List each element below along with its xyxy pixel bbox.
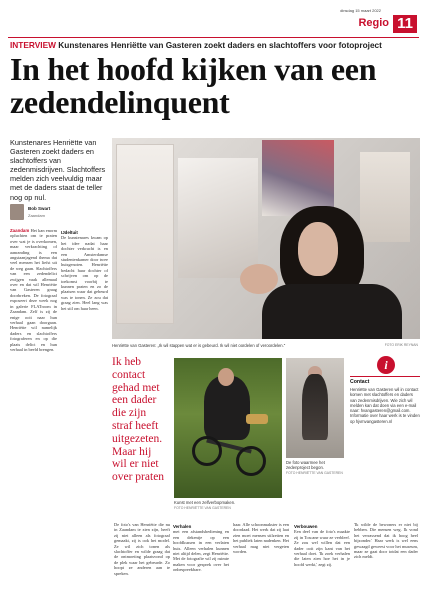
issue-date: dinsdag 15 maart 2022 — [340, 8, 381, 13]
author-name: Bob Swart — [28, 206, 51, 211]
body-paragraph: haar. Alle schoonmakster is een doordaad. Het werk dat zij laat zien moet mensen stilzetten en het publiek laten nadenken. Het verhaal mag niet vergeten worden. — [233, 522, 289, 555]
portrait-face — [298, 222, 338, 276]
dateline: Zaandam — [10, 228, 30, 233]
sidebar-text: Henriëtte van Gasteren wil in contact komen met slachtoffers en daders van zedenmisdrijven. Wie zich wil melden kan dat doen via een e-mail naar: hvangasteren@gmail.com. Informatie over haar werk is te vinden op hjvmvangasteren.nl — [350, 387, 420, 424]
headline: In het hoofd kijken van een zedendelinquent — [10, 51, 377, 120]
body-paragraph: 'Ik wilde de bewoners er niet bij hebben. Die mensen weg. Ik vond het verrassend dat ik hoog heel bijzonder.' Haar werk is wel eens gewaagd geweest voor het museum, maar ze gaat door totdat een dader zich meldt. — [354, 522, 418, 560]
byline — [10, 204, 106, 222]
artwork-panel — [178, 158, 258, 278]
intro-paragraph: Kunstenares Henriëtte van Gasteren zoekt daders en slachtoffers van zedenmisdrijven. Slachtoffers melden zich veelvuldig maar met de daders staat de teller nog op nul. — [10, 138, 106, 202]
photo-figure — [302, 374, 328, 440]
body-paragraph: De kunstenares kwam op het idee nadat haar dochter verkracht is en een Amsterdamse studentenkamer door twee huisgenoten. Henriëtte bedacht haar dochter of schrijven om op de toekomst voorbij te kunnen praten en zo de plaatsen waar dat gebeurd was te tonen. Ze zou dat graag zien. Heel lang was het stil om haar heen. — [61, 235, 108, 311]
body-column-3 — [114, 522, 170, 592]
sidebar-rule — [350, 376, 420, 377]
body-column-4 — [173, 522, 229, 592]
pull-quote: Ik heb contact gehad met een dader die zijn straf heeft uitgezeten. Maar hij wil er niet over praten — [112, 356, 165, 484]
body-column-1 — [10, 228, 57, 590]
info-icon: i — [377, 356, 395, 374]
body-column-6 — [294, 522, 350, 592]
header-rule — [8, 37, 419, 38]
main-photo — [112, 138, 420, 339]
artwork-panel — [116, 144, 174, 324]
portrait-hand — [240, 264, 278, 294]
bicycle-photo — [174, 358, 282, 498]
project-photo — [286, 358, 344, 458]
kicker — [10, 40, 382, 50]
artwork-panel — [262, 140, 334, 216]
bicycle-photo-caption — [174, 500, 282, 510]
main-photo-caption — [112, 343, 420, 348]
bicycle-wheel — [192, 436, 222, 466]
bicycle-wheel — [236, 446, 266, 476]
subhead-verbouwen: Verbouwen — [294, 524, 318, 529]
caption-text: Henriëtte van Gasteren: „Ik wil stappen wat er is gebeurd. Ik wil niet oordelen of veroordelen." — [112, 343, 286, 348]
body-column-2 — [61, 228, 108, 590]
author-location: Zaandam — [28, 213, 45, 218]
sidebar-title: Contact — [350, 379, 370, 385]
author-avatar — [10, 204, 24, 220]
photo-credit: FOTO HENRIËTTE VAN GASTEREN — [174, 506, 231, 510]
body-column-7 — [354, 522, 418, 592]
page-number: 11 — [393, 15, 417, 33]
kicker-text: Kunstenares Henriëtte van Gasteren zoekt daders en slachtoffers voor fotoproject — [58, 40, 382, 50]
body-paragraph: Een deel van de foto's maakte zij in Toscane waar ze verbleef. Ze zou wel willen dat een dader ooit zijn kant van het verhaal doet. 'Ik zoek verhalen die laten zien hoe het in je hoofd werkt,' zegt zij. — [294, 529, 350, 567]
body-column-5 — [233, 522, 289, 592]
photo-credit: FOTO ERIK REYNAN — [384, 343, 418, 347]
body-paragraph: met een afstandsbediening en een dekentje op een hoofdkussen in een verlaten huis. Alleen verhalen kunnen niet altijd delen, zegt Henriëtte. Met de fotografie wil zij ruimte maken voor gesprek over het onbespreekbare. — [173, 529, 229, 573]
photo-boots — [246, 414, 268, 424]
caption-text: De foto waarmee het zedenproject begon. — [286, 460, 325, 470]
subhead-ijdeltuit: IJdeltuit — [61, 230, 78, 235]
page-header — [8, 4, 419, 36]
caption-text: Kunst met een zelfverbopmaken. — [174, 500, 236, 505]
body-paragraph: Het kan enorm opluchten om te praten over wat je is overkomen, maar verkrachting of aanranding is een angstaanjagend thema dat veel mensen het liefst uit de weg gaan. Slachtoffers van een zedendelict zwijgen vaak allemaal over en dat wil Henriëtte van Gasteren graag doorbreken. De fotograaf exposeert deze week nog in galerie FLATroom in Zaandam. Zelf is zij de enige ooit naar hun verhaal gaan doorgaan. Henriëtte wil namelijk daders en slachtoffers fotograferen en op die plaats delict en hun verhaal in beeld brengen. — [10, 228, 57, 352]
artwork-panel — [360, 152, 410, 242]
photo-credit: FOTO HENRIËTTE VAN GASTEREN — [286, 471, 343, 475]
project-photo-caption — [286, 460, 344, 476]
portrait-body — [262, 284, 402, 339]
section-label: Regio — [358, 17, 389, 29]
body-paragraph: De foto's van Henriëtte die nu in Zaandam te zien zijn, heeft zij niet alleen als fotograaf gemaakt, zij is ook het model. Ze wil zich tonen als slachtoffer en wilde graag dat de ontmoeting plaatsvond op de plek waar het gebeurde. Zo hoopt ze anderen aan te spreken. — [114, 522, 170, 576]
kicker-tag: INTERVIEW — [10, 40, 56, 50]
photo-figure-head — [218, 368, 234, 386]
subhead-verhalen: Verhalen — [173, 524, 192, 529]
